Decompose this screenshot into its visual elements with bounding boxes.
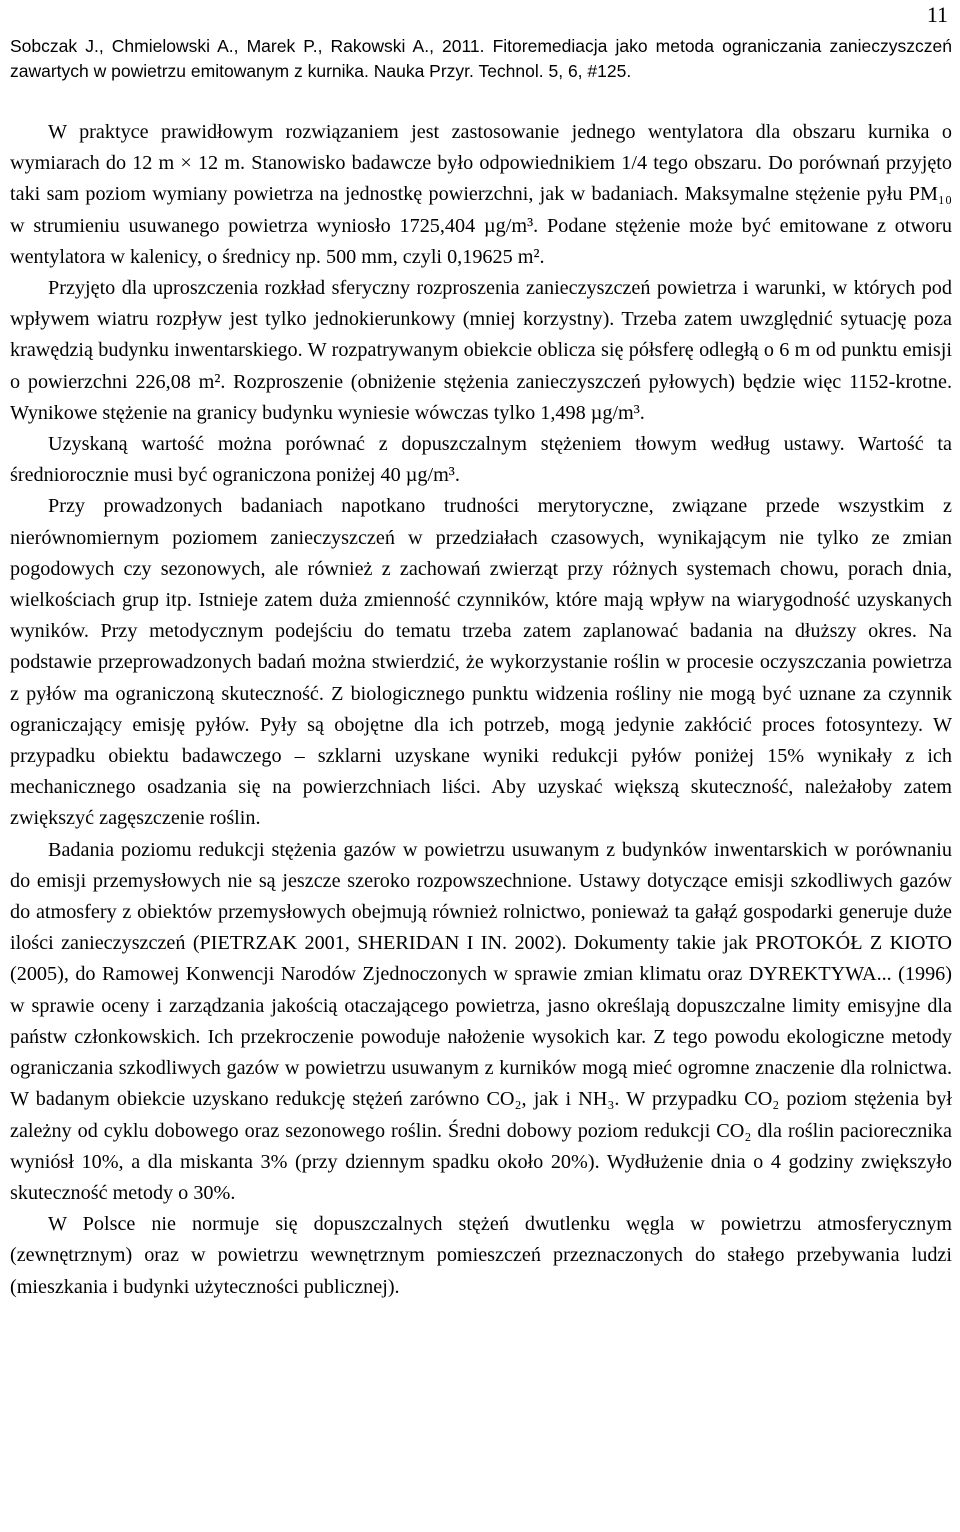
paragraph-dispersion: Przyjęto dla uproszczenia rozkład sferyczny rozproszenia zanieczyszczeń powietrza i warunki, w których pod wpływem wiatru rozpływ jest tylko jednokierunkowy (mniej korzystny). Trzeba zatem uwzględnić sytuację poza krawędzią budynku inwentarskiego. W rozpatrywanym obiekcie oblicza się półsferę odległą o 6 m od punktu emisji o powierzchni 226,08 m². Rozproszenie (obniżenie stężenia zanieczyszczeń pyłowych) będzie więc 1152-krotne. Wynikowe stężenie na granicy budynku wyniesie wówczas tylko 1,498 µg/m³. — [10, 277, 952, 424]
paragraph-norm-comparison: Uzyskaną wartość można porównać z dopuszczalnym stężeniem tłowym według ustawy. Wartość ta średniorocznie musi być ograniczona poniżej 40 µg/m³. — [10, 433, 952, 487]
paragraph-difficulties: Przy prowadzonych badaniach napotkano trudności merytoryczne, związane przede wszystkim z nierównomiernym poziomem zanieczyszczeń w przedziałach czasowych, wynikającym nie tylko ze zmian pogodowych czy sezonowych, ale również z zachowań zwierząt przy różnych systemach chowu, porach dnia, wielkościach grup itp. Istnieje zatem duża zmienność czynników, które mają wpływ na wiarygodność uzyskanych wyników. Przy metodycznym podejściu do tematu trzeba zatem zaplanować badania na dłuższy okres. Na podstawie przeprowadzonych badań można stwierdzić, że wykorzystanie roślin w procesie oczyszczania powietrza z pyłów ma ograniczoną skuteczność. Z biologicznego punktu widzenia rośliny nie mogą być uznane za czynnik ograniczający emisję pyłów. Pyły są obojętne dla ich potrzeb, mogą jedynie zakłócić proces fotosyntezy. W przypadku obiektu badawczego – szklarni uzyskane wyniki redukcji pyłów poniżej 15% wynikały z ich mechanicznego osadzania się na powierzchniach liści. Aby uzyskać większą skuteczność, należałoby zatem zwiększyć zagęszczenie roślin. — [10, 495, 952, 830]
page-number: 11 — [926, 2, 948, 27]
citation-header: Sobczak J., Chmielowski A., Marek P., Rakowski A., 2011. Fitoremediacja jako metoda ograniczania zanieczyszczeń zawartych w powietrzu emitowanym z kurnika. Nauka Przyr. Technol. 5, 6, #125. — [10, 36, 952, 81]
paragraph-ventilation: W praktyce prawidłowym rozwiązaniem jest zastosowanie jednego wentylatora dla obszaru kurnika o wymiarach do 12 m × 12 m. Stanowisko badawcze było odpowiednikiem 1/4 tego obszaru. Do porównań przyjęto taki sam poziom wymiany powietrza na jednostkę powierzchni, jak w badaniach. Maksymalne stężenie pyłu PM₁₀ w strumieniu usuwanego powietrza wyniosło 1725,404 µg/m³. Podane stężenie może być emitowane z otworu wentylatora w kalenicy, o średnicy np. 500 mm, czyli 0,19625 m². — [10, 121, 952, 268]
paragraph-gas-reduction: Badania poziomu redukcji stężenia gazów w powietrzu usuwanym z budynków inwentarskich w porównaniu do emisji przemysłowych nie są jeszcze szeroko rozpowszechnione. Ustawy dotyczące emisji szkodliwych gazów do atmosfery z obiektów przemysłowych obejmują również rolnictwo, ponieważ ta gałąź gospodarki generuje duże ilości zanieczyszczeń (PIETRZAK 2001, SHERIDAN I IN. 2002). Dokumenty takie jak PROTOKÓŁ Z KIOTO (2005), do Ramowej Konwencji Narodów Zjednoczonych w sprawie zmian klimatu oraz DYREKTYWA... (1996) w sprawie oceny i zarządzania jakością otaczającego powietrza, jasno określają dopuszczalne limity emisyjne dla państw członkowskich. Ich przekroczenie powoduje nałożenie wysokich kar. Z tego powodu ekologiczne metody ograniczania szkodliwych gazów w powietrzu usuwanym z kurników mogą mieć ogromne znaczenie dla rolnictwa. W badanym obiekcie uzyskano redukcję stężeń zarówno CO₂, jak i NH₃. W przypadku CO₂ poziom stężenia był zależny od cyklu dobowego oraz sezonowego roślin. Średni dobowy poziom redukcji CO₂ dla roślin paciorecznika wyniósł 10%, a dla miskanta 3% (przy dziennym spadku około 20%). Wydłużenie dnia o 4 godziny zwiększyło skuteczność metody o 30%. — [10, 838, 952, 1204]
paragraph-poland-co2: W Polsce nie normuje się dopuszczalnych stężeń dwutlenku węgla w powietrzu atmosferycznym (zewnętrznym) oraz w powietrzu wewnętrznym pomieszczeń przeznaczonych do stałego przebywania ludzi (mieszkania i budynki użyteczności publicznej). — [10, 1213, 952, 1298]
body-text — [10, 117, 952, 1303]
